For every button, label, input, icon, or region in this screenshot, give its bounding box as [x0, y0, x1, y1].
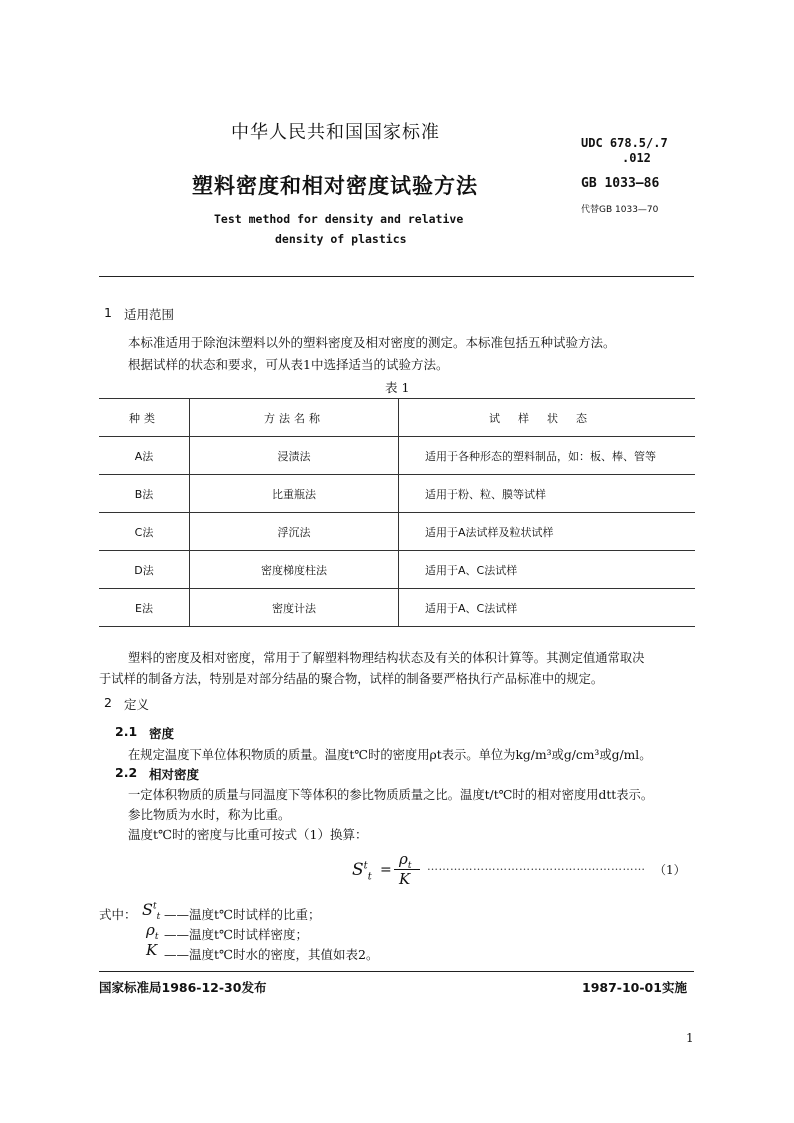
- document-title-en-line1: Test method for density and relative: [214, 212, 464, 226]
- table-row: [99, 513, 695, 551]
- table-cell-method: 浮沉法: [190, 513, 399, 551]
- udc-code-suffix: .012: [622, 151, 651, 165]
- table-cell-specimen: 适用于A法试样及粒状试样: [399, 513, 696, 551]
- udc-code: UDC 678.5/.7: [581, 136, 668, 150]
- subsection-2-1-number: 2.1: [115, 724, 138, 739]
- page-number: 1: [686, 1031, 694, 1045]
- subsection-2-1-title: 密度: [149, 726, 175, 741]
- formula-equals: =: [380, 862, 392, 878]
- definition-k: ——温度t℃时水的密度，其值如表2。: [164, 947, 379, 962]
- symbol-rho: $\rho_t$: [146, 921, 159, 942]
- section-1-heading: 适用范围: [124, 307, 175, 322]
- section-2-heading: 定义: [124, 697, 150, 712]
- subsection-2-2-number: 2.2: [115, 765, 138, 780]
- table-cell-method: 浸渍法: [190, 437, 399, 475]
- table-cell-method: 比重瓶法: [190, 475, 399, 513]
- formula-denominator: K: [399, 870, 411, 888]
- section-2-number: 2: [104, 695, 112, 710]
- table-row: [99, 589, 695, 627]
- formula-leader-dots: …………………………………………………: [427, 860, 646, 873]
- table-row: [99, 437, 695, 475]
- after-table-paragraph-line2: 于试样的制备方法，特别是对部分结晶的聚合物，试样的制备要严格执行产品标准中的规定。: [99, 672, 604, 686]
- table-cell-category: E法: [99, 589, 190, 627]
- relative-density-definition: 一定体积物质的质量与同温度下等体积的参比物质质量之比。温度t/t℃时的相对密度用dtt表示。: [128, 788, 654, 802]
- header-divider: [99, 276, 694, 277]
- density-definition: 在规定温度下单位体积物质的质量。温度t℃时的密度用ρt表示。单位为kg/m³或g/cm³或g/ml。: [128, 748, 652, 762]
- specific-gravity-note: 参比物质为水时，称为比重。: [128, 807, 291, 822]
- replaces-note: 代替GB 1033—70: [581, 205, 659, 215]
- table-cell-specimen: 适用于A、C法试样: [399, 589, 696, 627]
- table-cell-specimen: 适用于粉、粒、膜等试样: [399, 475, 696, 513]
- effective-date: 1987-10-01实施: [582, 980, 687, 995]
- table-cell-category: D法: [99, 551, 190, 589]
- country-standard-title: 中华人民共和国国家标准: [231, 122, 440, 143]
- symbol-k: K: [146, 941, 158, 959]
- definition-s: ——温度t℃时试样的比重；: [164, 907, 321, 922]
- table-header-specimen: 试样状态: [399, 399, 696, 437]
- footer-divider: [99, 971, 694, 972]
- section-1-paragraph-2: 根据试样的状态和要求，可从表1中选择适当的试验方法。: [128, 357, 449, 372]
- table-cell-specimen: 适用于各种形态的塑料制品，如：板、棒、管等: [399, 437, 696, 475]
- section-1-number: 1: [104, 305, 112, 320]
- document-title-cn: 塑料密度和相对密度试验方法: [192, 174, 478, 198]
- formula-numerator: $\rho_t$: [399, 850, 412, 871]
- gb-number: GB 1033—86: [581, 176, 660, 191]
- table-header-method: 方法名称: [190, 399, 399, 437]
- table-row: [99, 551, 695, 589]
- table-header-category: 种类: [99, 399, 190, 437]
- formula-number: （1）: [654, 863, 686, 877]
- table-cell-specimen: 适用于A、C法试样: [399, 551, 696, 589]
- section-1-paragraph-1: 本标准适用于除泡沫塑料以外的塑料密度及相对密度的测定。本标准包括五种试验方法。: [128, 335, 616, 350]
- table-1-caption: 表 1: [385, 380, 410, 395]
- table-cell-method: 密度梯度柱法: [190, 551, 399, 589]
- table-cell-method: 密度计法: [190, 589, 399, 627]
- table-row: [99, 475, 695, 513]
- issued-date: 国家标准局1986-12-30发布: [99, 980, 267, 995]
- methods-table: [99, 398, 695, 627]
- definition-rho: ——温度t℃时试样密度；: [164, 927, 309, 942]
- formula-lhs: $S^t_t$: [352, 860, 372, 883]
- table-cell-category: C法: [99, 513, 190, 551]
- table-cell-category: A法: [99, 437, 190, 475]
- conversion-intro: 温度t℃时的密度与比重可按式（1）换算：: [128, 827, 368, 842]
- table-header-row: [99, 399, 695, 437]
- after-table-paragraph-line1: 塑料的密度及相对密度，常用于了解塑料物理结构状态及有关的体积计算等。其测定值通常取决: [128, 651, 645, 665]
- where-label: 式中：: [99, 907, 137, 922]
- subsection-2-2-title: 相对密度: [149, 767, 200, 782]
- formula-1: [352, 848, 697, 892]
- document-title-en-line2: density of plastics: [275, 232, 407, 246]
- symbol-s: $S^t_t$: [142, 900, 161, 923]
- table-cell-category: B法: [99, 475, 190, 513]
